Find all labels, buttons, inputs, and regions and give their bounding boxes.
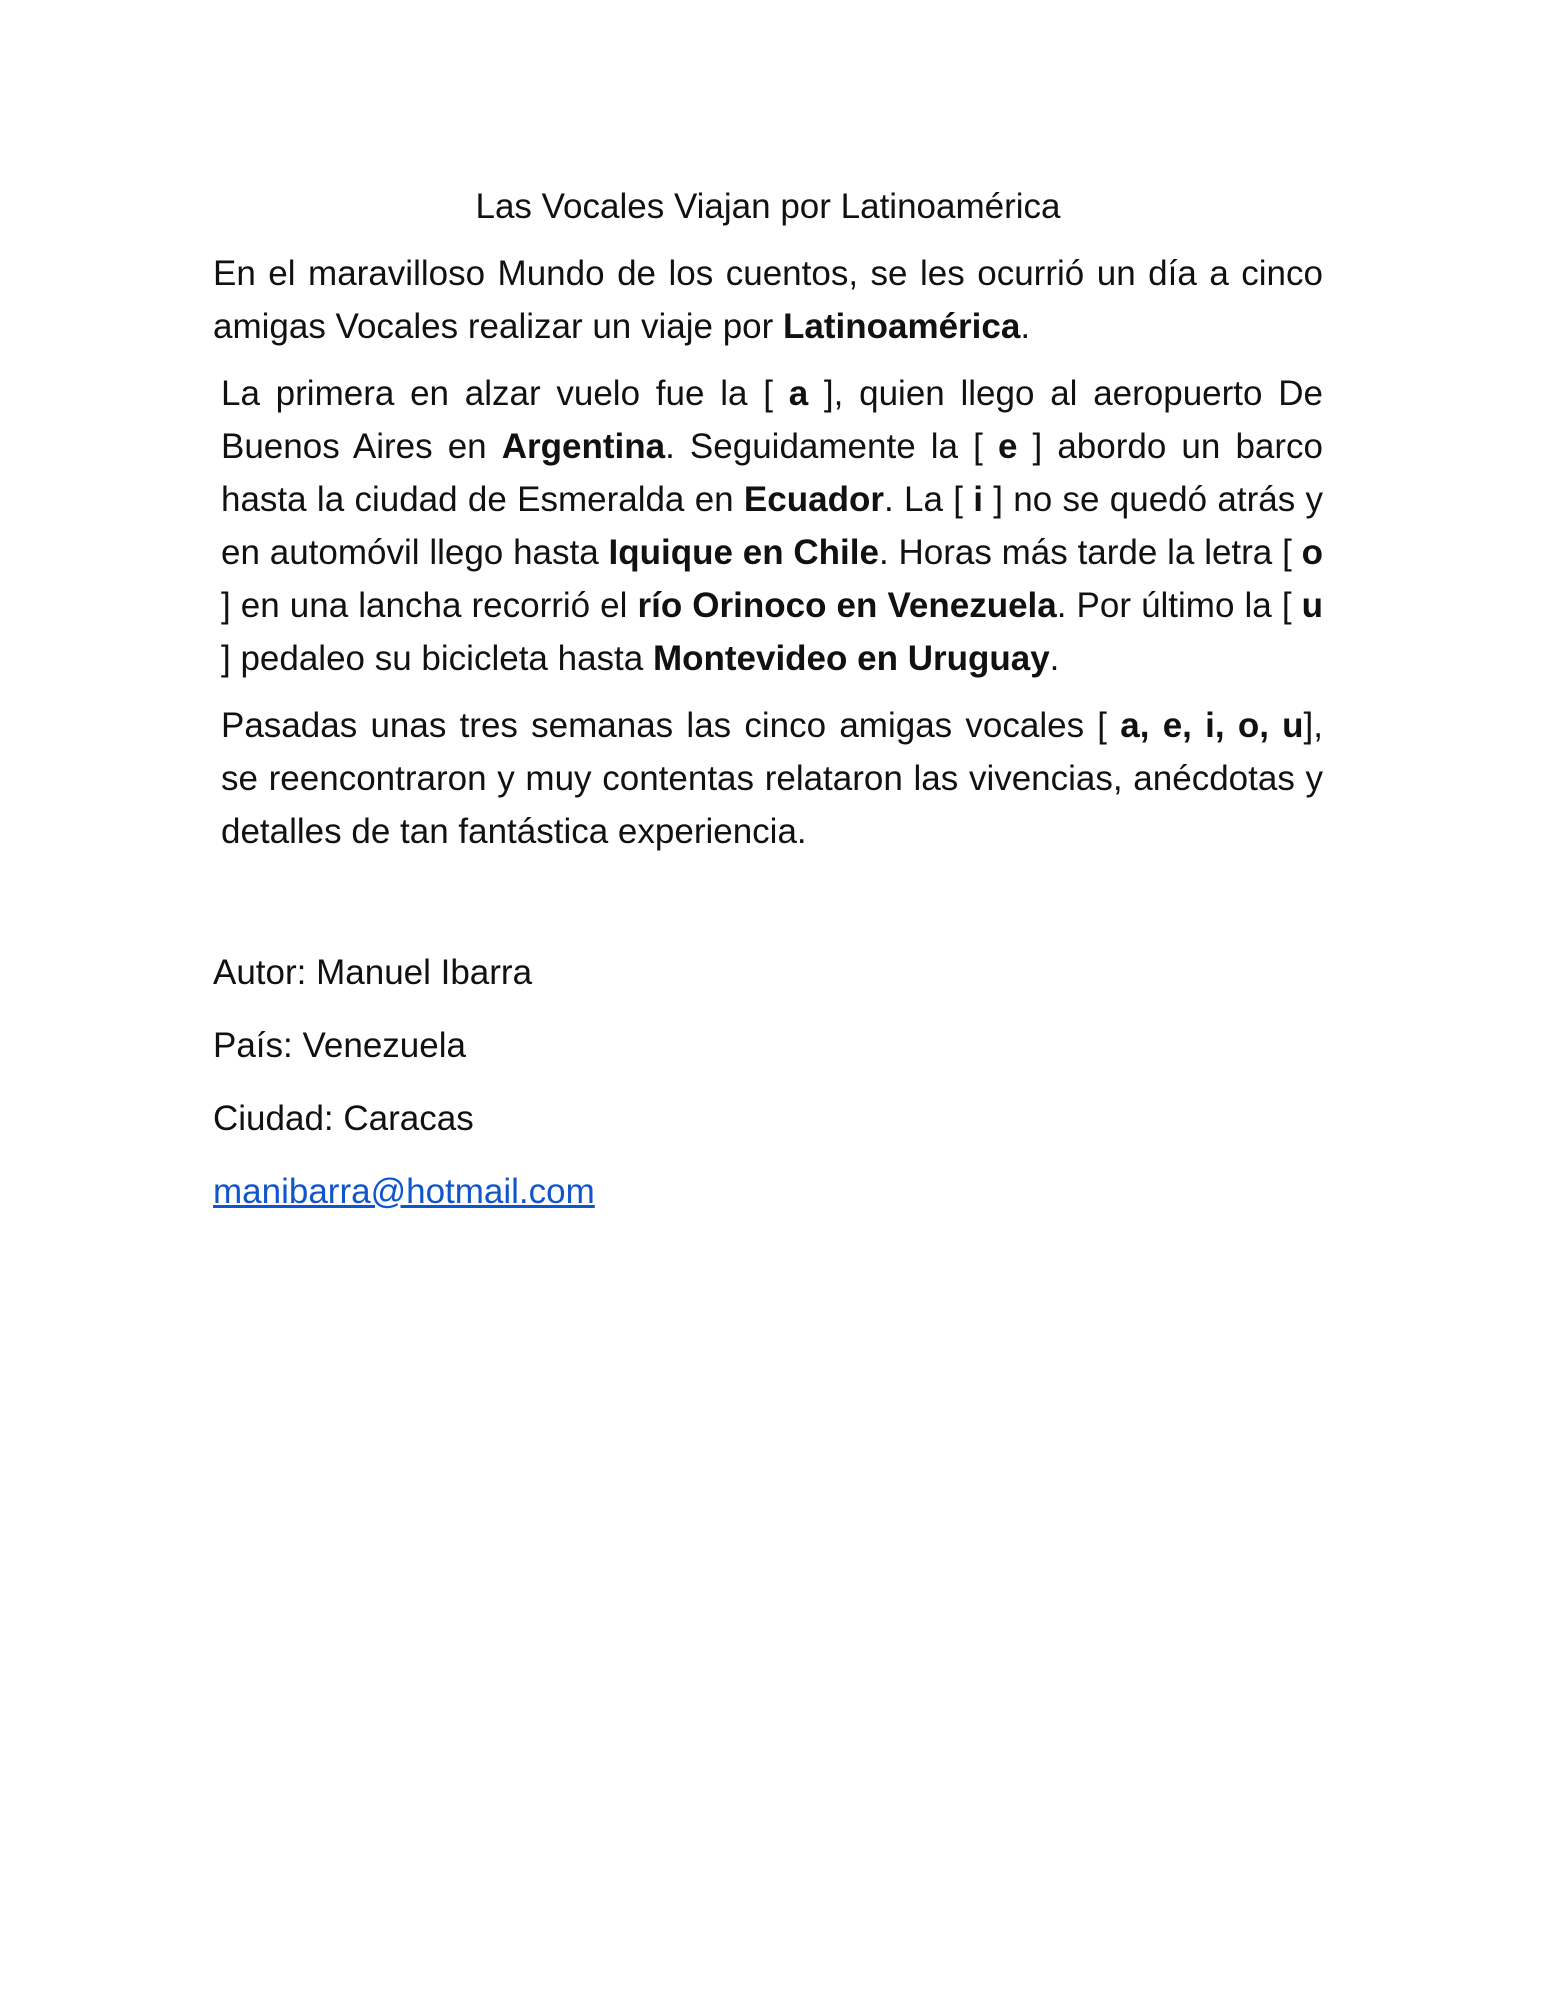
author-line: Autor: Manuel Ibarra (213, 953, 533, 992)
paragraph-reunion (213, 699, 1323, 858)
bold-text: Argentina (501, 427, 666, 466)
paragraph-text: La primera en alzar vuelo fue la [ (221, 374, 789, 413)
paragraph-text: . La [ (883, 480, 974, 519)
city-line: Ciudad: Caracas (213, 1099, 474, 1138)
paragraph-text: ], se reencontraron y muy contentas relataron las vivencias, anécdotas y detalles de tan fantástica experiencia. (221, 706, 1323, 851)
section-spacer (213, 872, 1323, 946)
bold-text: río Orinoco en Venezuela (637, 586, 1057, 625)
bold-text: Montevideo en Uruguay (652, 639, 1050, 678)
paragraph-text: ] abordo un barco hasta la ciudad de Esmeralda en (221, 427, 1323, 519)
paragraph-text: En el maravilloso Mundo de los cuentos, se les ocurrió un día a cinco amigas Vocales realizar un viaje por (213, 254, 1323, 346)
paragraph-text: . Horas más tarde la letra [ (878, 533, 1302, 572)
paragraph-text: ] no se quedó atrás y en automóvil llego hasta (221, 480, 1323, 572)
paragraph-text: . (1049, 639, 1060, 678)
country-line: País: Venezuela (213, 1026, 466, 1065)
document-title: Las Vocales Viajan por Latinoamérica (475, 187, 1061, 226)
paragraph-journey (213, 367, 1323, 685)
document-body (213, 180, 1323, 1238)
bold-text: Ecuador (743, 480, 884, 519)
paragraph-text: . (1020, 307, 1031, 346)
bold-text: Iquique en Chile (608, 533, 879, 572)
paragraph-text: ], quien llego al aeropuerto De Buenos Aires en (221, 374, 1323, 466)
paragraph-text: Pasadas unas tres semanas las cinco amigas vocales [ (221, 706, 1121, 745)
bold-text: a (788, 374, 809, 413)
bold-text: i (973, 480, 983, 519)
paragraph-intro (213, 247, 1323, 353)
email-line (213, 1165, 1323, 1218)
bold-text: u (1301, 586, 1324, 625)
paragraph-text: ] en una lancha recorrió el (221, 586, 638, 625)
bold-text: Latinoamérica (783, 307, 1021, 346)
bold-text: e (997, 427, 1018, 466)
bold-text: a, e, i, o, u (1120, 706, 1304, 745)
paragraph-text: . Seguidamente la [ (665, 427, 998, 466)
bold-text: o (1301, 533, 1323, 572)
email-link[interactable]: manibarra@hotmail.com (213, 1172, 595, 1211)
paragraph-text: . Por último la [ (1056, 586, 1302, 625)
paragraph-text: ] pedaleo su bicicleta hasta (221, 639, 653, 678)
